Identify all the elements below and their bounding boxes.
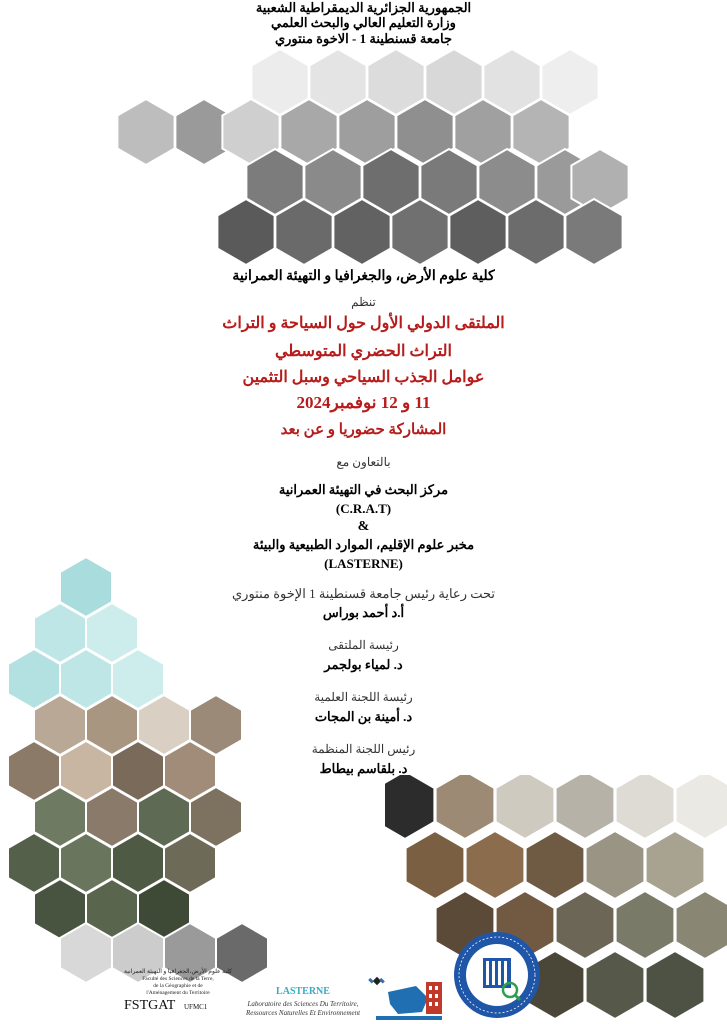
left-hex-mosaic bbox=[0, 555, 320, 985]
lasterne-sub2: Ressources Naturelles Et Environnement bbox=[245, 1009, 361, 1017]
event-title-line1: الملتقى الدولي الأول حول السياحة و التراث bbox=[222, 315, 505, 332]
courtyard-photo-hex-4 bbox=[616, 775, 675, 839]
courtyard-photo-hex-9 bbox=[586, 831, 645, 899]
role-name-chair: د. لمياء بولجمر bbox=[324, 657, 403, 672]
courtyard-photo-hex-15 bbox=[676, 891, 727, 959]
algeria-map-icon bbox=[388, 986, 428, 1014]
patronage-name: أ.د أحمد بوراس bbox=[322, 605, 405, 620]
organizes-label: تنظم bbox=[351, 295, 376, 309]
courtyard-photo-hex-19 bbox=[646, 951, 705, 1019]
lasterne-sub1: Laboratoire des Sciences Du Territoire, bbox=[247, 1000, 359, 1008]
role-name-organizing: د. بلقاسم بيطاط bbox=[319, 761, 408, 776]
collab-intro: بالتعاون مع bbox=[336, 455, 391, 469]
satellite-icon bbox=[368, 977, 385, 985]
courtyard-photo-hex-0 bbox=[385, 775, 434, 839]
event-title-line2: التراث الحضري المتوسطي bbox=[275, 343, 452, 360]
fstgat-logo bbox=[118, 968, 238, 1020]
lasterne-logo bbox=[238, 986, 368, 1022]
courtyard-photo-hex-2 bbox=[496, 775, 555, 839]
top-hex-mosaic bbox=[110, 50, 630, 265]
role-label-chair: رئيسة الملتقى bbox=[328, 638, 399, 652]
role-name-scientific: د. أمينة بن المجات bbox=[314, 709, 413, 724]
header-ministry: وزارة التعليم العالي والبحث العلمي bbox=[271, 15, 456, 30]
courtyard-photo-hex-8 bbox=[526, 831, 585, 899]
building-icon bbox=[426, 982, 442, 1014]
fstgat-text-fr2: de la Géographie et de bbox=[153, 983, 203, 989]
partner2-abbr: (LASTERNE) bbox=[324, 556, 403, 571]
courtyard-photo-hex-14 bbox=[616, 891, 675, 959]
event-dates: 11 و 12 نوفمبر2024 bbox=[296, 393, 431, 412]
faculty-name: كلية علوم الأرض، والجغرافيا و التهيئة العمرانية bbox=[232, 269, 495, 284]
ufmc-label: UFMC1 bbox=[184, 1003, 208, 1011]
courtyard-photo-hex-1 bbox=[436, 775, 495, 839]
street-photo-hex-6 bbox=[117, 99, 174, 165]
partner1-name: مركز البحث في التهيئة العمرانية bbox=[278, 482, 449, 497]
partner2-name: مخبر علوم الإقليم، الموارد الطبيعية والبيئة bbox=[252, 537, 475, 552]
courtyard-photo-hex-7 bbox=[466, 831, 525, 899]
fstgat-text-fr1: Faculté des Sciences de la Terre, bbox=[142, 976, 214, 982]
courtyard-photo-hex-13 bbox=[556, 891, 615, 959]
courtyard-photo-hex-18 bbox=[586, 951, 645, 1019]
fstgat-acronym: FSTGAT bbox=[124, 998, 176, 1013]
ampersand: & bbox=[357, 519, 370, 534]
header-republic: الجمهورية الجزائرية الديمقراطية الشعبية bbox=[255, 0, 472, 15]
fstgat-text-fr3: l'Aménagement du Territoire bbox=[146, 990, 210, 996]
event-mode: المشاركة حضوريا و عن بعد bbox=[280, 422, 447, 438]
event-title-line3: عوامل الجذب السياحي وسبل التثمين bbox=[242, 369, 485, 386]
crat-logo bbox=[368, 972, 448, 1022]
partner1-abbr: (C.R.A.T) bbox=[335, 501, 392, 516]
patronage-label: تحت رعاية رئيس جامعة قسنطينة 1 الإخوة منتوري bbox=[232, 586, 495, 601]
courtyard-photo-hex-6 bbox=[406, 831, 465, 899]
fstgat-text-ar: كلية علوم الأرض،الجغرافيا و التهيئة العمرانية bbox=[123, 969, 232, 975]
header-university: جامعة قسنطينة 1 - الاخوة منتوري bbox=[274, 31, 453, 46]
role-label-organizing: رئيس اللجنة المنظمة bbox=[311, 742, 416, 756]
courtyard-photo-hex-10 bbox=[646, 831, 705, 899]
courtyard-photo-hex-3 bbox=[556, 775, 615, 839]
courtyard-photo-hex-5 bbox=[676, 775, 727, 839]
role-label-scientific: رئيسة اللجنة العلمية bbox=[314, 690, 413, 704]
lasterne-title: LASTERNE bbox=[276, 986, 330, 997]
university-seal-icon bbox=[452, 930, 542, 1020]
